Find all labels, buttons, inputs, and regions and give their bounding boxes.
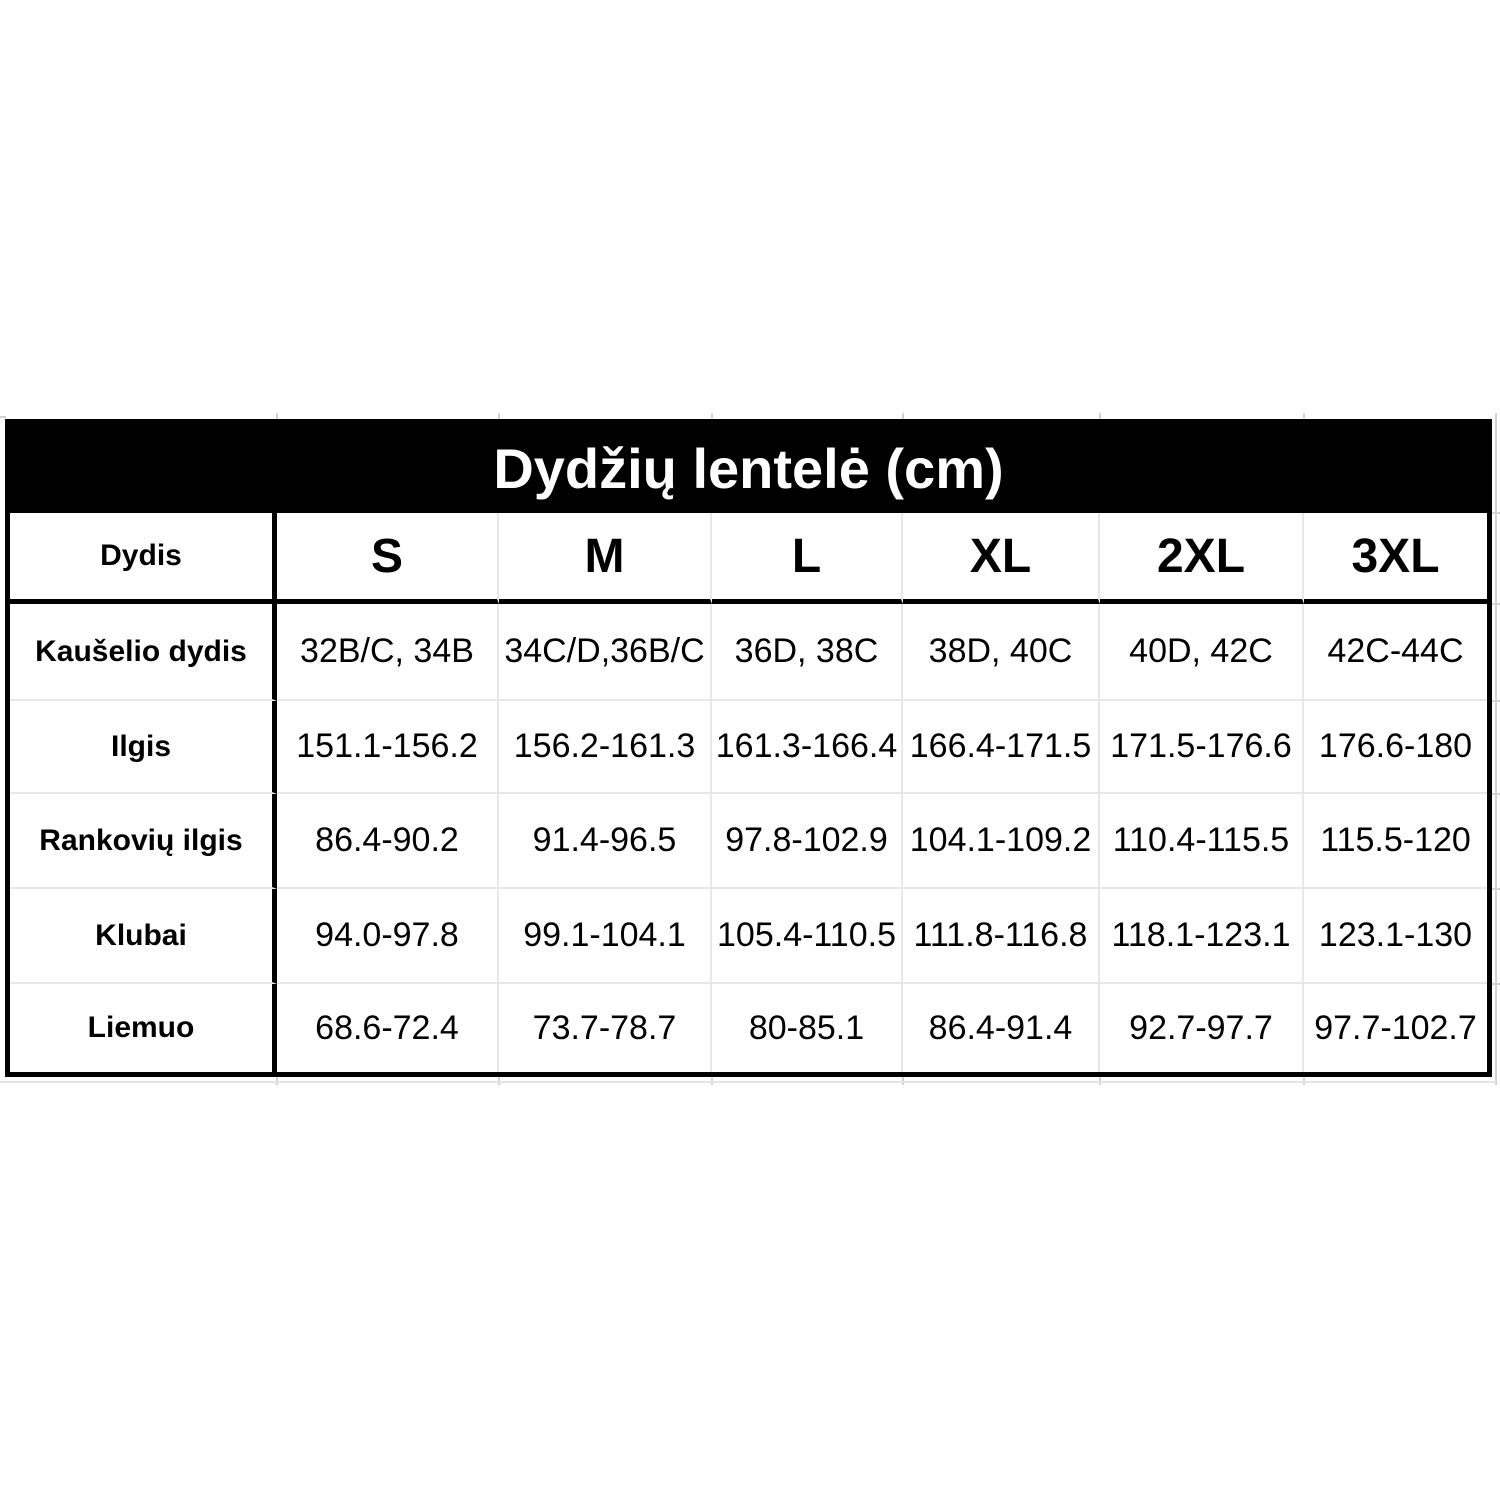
- data-cell: 36D, 38C: [712, 604, 903, 701]
- row-label-cell: Ilgis: [10, 701, 277, 794]
- data-cell: 151.1-156.2: [277, 701, 499, 794]
- data-cell: 86.4-90.2: [277, 794, 499, 889]
- data-cell: 80-85.1: [712, 984, 903, 1072]
- size-chart-table: [5, 419, 1492, 1077]
- header-cell-size: XL: [903, 513, 1100, 604]
- header-cell-size: 3XL: [1304, 513, 1487, 604]
- data-cell: 97.7-102.7: [1304, 984, 1487, 1072]
- row-label-cell: Rankovių ilgis: [10, 794, 277, 889]
- data-cell: 32B/C, 34B: [277, 604, 499, 701]
- data-cell: 94.0-97.8: [277, 889, 499, 984]
- gridline-stub: [0, 1081, 1496, 1083]
- data-cell: 42C-44C: [1304, 604, 1487, 701]
- data-cell: 99.1-104.1: [499, 889, 712, 984]
- data-cell: 176.6-180: [1304, 701, 1487, 794]
- gridline-stub: [0, 416, 6, 418]
- data-cell: 105.4-110.5: [712, 889, 903, 984]
- data-cell: 161.3-166.4: [712, 701, 903, 794]
- data-cell: 92.7-97.7: [1100, 984, 1304, 1072]
- data-cell: 104.1-109.2: [903, 794, 1100, 889]
- data-cell: 118.1-123.1: [1100, 889, 1304, 984]
- row-label-cell: Liemuo: [10, 984, 277, 1072]
- data-cell: 111.8-116.8: [903, 889, 1100, 984]
- data-cell: 38D, 40C: [903, 604, 1100, 701]
- data-cell: 86.4-91.4: [903, 984, 1100, 1072]
- row-label-cell: Kaušelio dydis: [10, 604, 277, 701]
- gridline-stub: [1492, 983, 1500, 985]
- gridline-stub: [1492, 512, 1500, 514]
- table-title: Dydžių lentelė (cm): [10, 424, 1487, 513]
- row-label-cell: Klubai: [10, 889, 277, 984]
- data-cell: 97.8-102.9: [712, 794, 903, 889]
- data-cell: 73.7-78.7: [499, 984, 712, 1072]
- gridline-stub: [1492, 888, 1500, 890]
- data-cell: 156.2-161.3: [499, 701, 712, 794]
- data-cell: 171.5-176.6: [1100, 701, 1304, 794]
- gridline-stub: [1492, 603, 1500, 605]
- gridline-stub: [1492, 700, 1500, 702]
- data-cell: 110.4-115.5: [1100, 794, 1304, 889]
- header-cell-size: S: [277, 513, 499, 604]
- data-cell: 166.4-171.5: [903, 701, 1100, 794]
- gridline-stub: [1492, 793, 1500, 795]
- header-cell-label: Dydis: [10, 513, 277, 604]
- header-cell-size: L: [712, 513, 903, 604]
- data-cell: 68.6-72.4: [277, 984, 499, 1072]
- data-cell: 115.5-120: [1304, 794, 1487, 889]
- header-cell-size: M: [499, 513, 712, 604]
- data-cell: 123.1-130: [1304, 889, 1487, 984]
- data-cell: 34C/D,36B/C: [499, 604, 712, 701]
- data-cell: 91.4-96.5: [499, 794, 712, 889]
- header-cell-size: 2XL: [1100, 513, 1304, 604]
- data-cell: 40D, 42C: [1100, 604, 1304, 701]
